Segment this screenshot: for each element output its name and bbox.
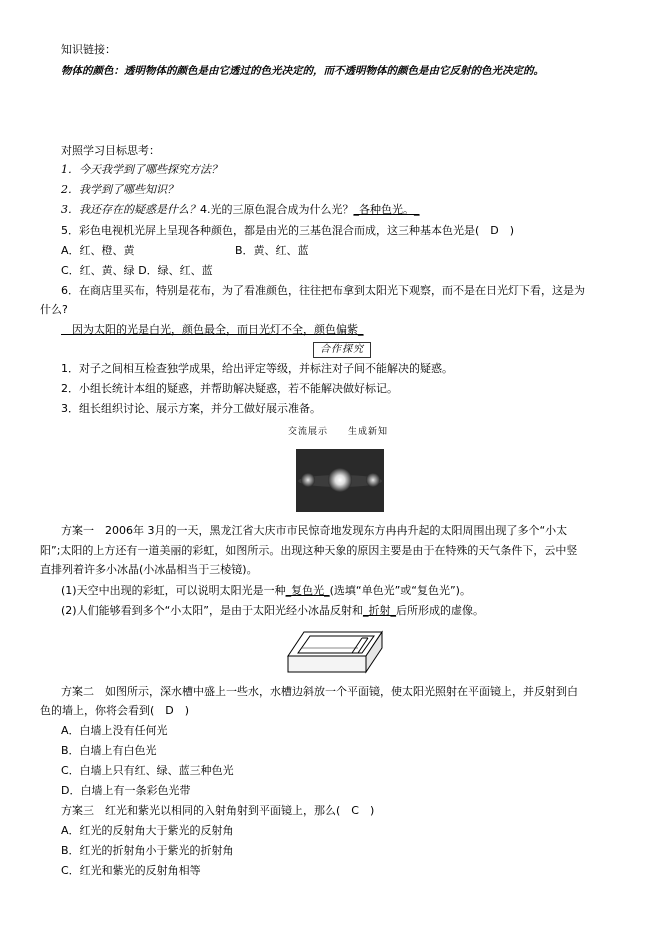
coop-item-1: 1．对子之间相互检查独学成果，给出评定等级，并标注对子间不能解决的疑惑。 [61,362,453,375]
right-sundog [366,473,380,487]
question-6-cont: 什么? [40,303,68,316]
plan2-option-a: A．白墙上没有任何光 [61,724,168,737]
center-sun [328,468,352,492]
knowledge-heading: 知识链接： [61,43,116,56]
water-tank-figure [286,626,384,676]
question-5: 5．彩色电视机光屏上呈现各种颜色，都是由光的三基色混合而成，这三种基本色光是( D ) [61,224,515,237]
plan1-sub1-text: (1)天空中出现的彩虹，可以说明太阳光是一种 [61,584,286,597]
question-2: 2．我学到了哪些知识？ [61,183,178,196]
question-1: 1．今天我学到了哪些探究方法？ [61,163,222,176]
sun-photo [296,449,384,512]
plan3-option-a: A．红光的反射角大于紫光的反射角 [61,824,234,837]
question-5-option-cd [61,264,213,278]
plan2-option-b: B．白墙上有白色光 [61,744,157,757]
question-5-option-b: B．黄、红、蓝 [235,244,309,257]
plan1-sub2 [61,604,484,618]
plan3-option-c: C．红光和紫光的反射角相等 [61,864,201,877]
coop-banner: 合作探究 [313,342,371,358]
question-6: 6．在商店里买布，特别是花布，为了看准颜色，往往把布拿到太阳光下观察，而不是在日光灯下看，这是为 [61,284,585,297]
plan1-line1: 方案一 2006年 3月的一天，黑龙江省大庆市市民惊奇地发现东方冉冉升起的太阳周围出现了多个“小太 [61,524,568,537]
plan2-option-c: C．白墙上只有红、绿、蓝三种色光 [61,764,234,777]
plan2-line2: 色的墙上，你将会看到( D ) [40,704,190,717]
plan1-sub1 [61,584,471,598]
plan2-line1: 方案二 如图所示，深水槽中盛上一些水，水槽边斜放一个平面镜，使太阳光照射在平面镜上，并反射到白 [61,685,578,698]
knowledge-text: 物体的颜色：透明物体的颜色是由它透过的色光决定的，而不透明物体的颜色是由它反射的色光决定的。 [61,65,544,77]
plan1-line2: 阳”;太阳的上方还有一道美丽的彩虹，如图所示。出现这种天象的原因主要是由于在特殊的天气条件下，云中竖 [40,544,578,557]
plan1-line3: 直排列着许多小冰晶(小冰晶相当于三棱镜)。 [40,563,258,576]
plan1-sub2-note: 后所形成的虚像。 [395,604,484,617]
question-5-option-a: A．红、橙、黄 [61,244,135,257]
left-sundog [301,473,315,487]
question-4: 4.光的三原色混合成为什么光？ [200,203,354,216]
plan1-sub1-answer: _复色光_ [285,584,330,597]
question-6-answer: 因为太阳的光是白光，颜色最全，而日光灯不全，颜色偏紫_ [61,323,364,336]
question-4-answer: _各种色光。_ [353,203,420,216]
plan1-sub1-note: (选填“单色光”或“复色光”)。 [329,584,471,597]
coop-item-3: 3．组长组织讨论、展示方案，并分工做好展示准备。 [61,402,321,415]
question-5-option-c: C．红、黄、绿 [61,264,135,277]
plan2-option-d: D．白墙上有一条彩色光带 [61,784,191,797]
question-3: 3．我还存在的疑惑是什么？ [61,203,200,216]
plan3-option-b: B．红光的折射角小于紫光的折射角 [61,844,234,857]
coop-item-2: 2．小组长统计本组的疑惑，并帮助解决疑惑，若不能解决做好标记。 [61,382,398,395]
plan1-sub2-answer: _折射_ [362,604,396,617]
plan3-line1: 方案三 红光和紫光以相同的入射角射到平面镜上，那么( C ) [61,804,375,817]
show-subtitle: 交流展示 生成新知 [288,427,389,437]
question-3-4 [61,203,420,217]
reflection-heading: 对照学习目标思考： [61,144,160,157]
sun-photo-image [296,449,384,512]
question-5-option-d: D．绿、红、蓝 [138,264,213,277]
plan1-sub2-text: (2)人们能够看到多个“小太阳”，是由于太阳光经小冰晶反射和 [61,604,363,617]
